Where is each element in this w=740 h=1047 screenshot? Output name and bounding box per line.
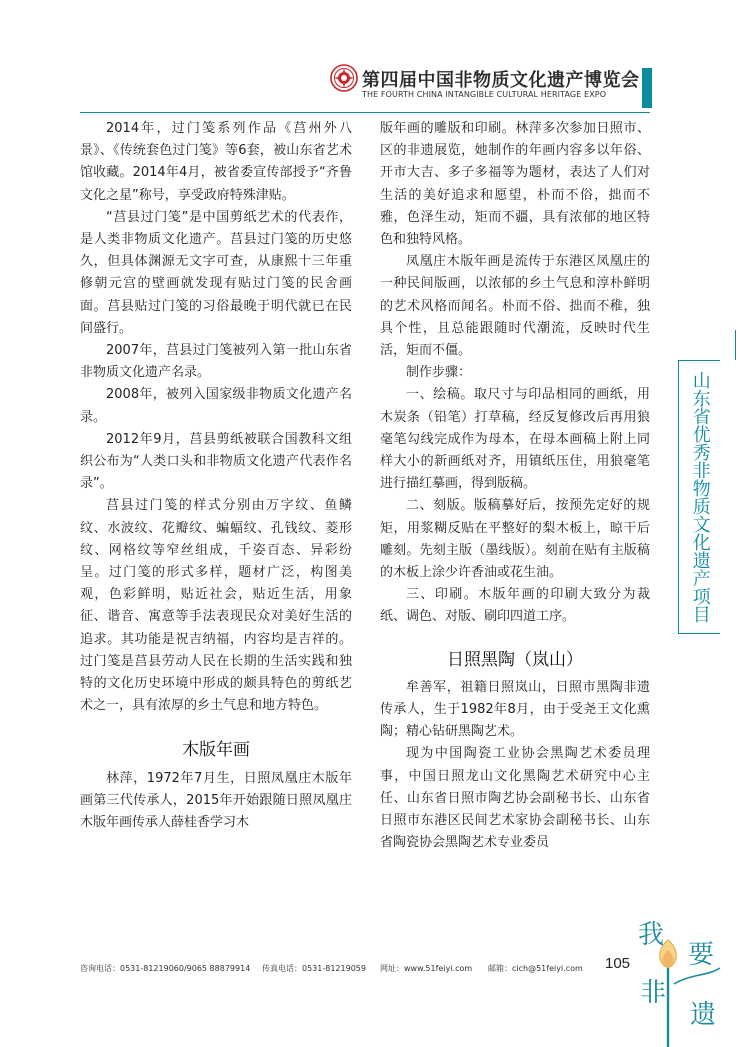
header-accent-bar	[642, 68, 652, 108]
expo-title: 第四届中国非物质文化遗产博览会	[362, 70, 640, 91]
paragraph: 林萍，1972年7月生，日照凤凰庄木版年画第三代传承人，2015年开始跟随日照凤凰庄木版年画传承人薛桂香学习木	[80, 770, 352, 831]
paragraph: 莒县过门笺的样式分别由万字纹、鱼鳞纹、水波纹、花瓣纹、蝙蝠纹、孔钱纹、菱形纹、网格纹等窄丝组成，千姿百态、异彩纷呈。过门笺的形式多样，题材广泛，构图美观，色彩鲜明，贴近社会，贴近生活，用象征、谐音、寓意等手法表现民众对美好生活的追求。其功能是祝吉纳福，内容均是吉祥的。过门笺是莒县劳动人民在长期的生活实践和独特的文化历史环境中形成的颇具特色的剪纸艺术之一，具有浓厚的乡土气息和地方特色。	[80, 498, 352, 714]
section-heading-black-pottery: 日照黑陶（岚山）	[447, 649, 583, 670]
right-column	[380, 118, 650, 855]
paragraph: 三、印刷。木版年画的印刷大致分为裁纸、调色、对版、刷印四道工序。	[380, 587, 650, 625]
section-heading-woodblock: 木版年画	[182, 740, 250, 761]
footer-fax: 传真电话：0531-81219059	[262, 964, 366, 973]
calligraphy-char: 要	[688, 940, 715, 970]
paragraph: 现为中国陶瓷工业协会黑陶艺术委员理事，中国日照龙山文化黑陶艺术研究中心主任、山东省日照市陶艺协会副秘书长、山东省日照市东港区民间艺术家协会副秘书长、山东省陶瓷协会黑陶艺术专业委员	[380, 746, 650, 851]
footer-website: 网址：www.51feiyi.com	[380, 964, 473, 973]
footer-email: 邮箱：cich@51feiyi.com	[488, 964, 583, 973]
header-rule	[80, 112, 650, 113]
paragraph: 2014年，过门笺系列作品《莒州外八景》、《传统套色过门笺》等6套，被山东省艺术馆收藏。2014年4月，被省委宣传部授予“齐鲁文化之星”称号，享受政府特殊津贴。	[80, 121, 352, 203]
paragraph: 2012年9月，莒县剪纸被联合国教科文组织公布为“人类口头和非物质文化遗产代表作名录”。	[80, 431, 352, 492]
page-header	[330, 60, 730, 110]
paragraph: 版年画的雕版和印刷。林萍多次参加日照市、区的非遗展览，她制作的年画内容多以年俗、开市大吉、多子多福等为题材，表达了人们对生活的美好追求和愿望，朴而不俗，拙而不雅，色泽生动，矩而不疆，具有浓郁的地区特色和独特风格。	[380, 121, 650, 248]
paragraph: 凤凰庄木版年画是流传于东港区凤凰庄的一种民间版画，以浓郁的乡土气息和淳朴鲜明的艺术风格而闻名。朴而不俗、拙而不稚，独具个性，且总能跟随时代潮流，反映时代生活，矩而不僵。	[380, 254, 650, 359]
paragraph: 制作步骤：	[406, 365, 472, 381]
left-column	[80, 118, 352, 834]
calligraphy-char: 遗	[690, 1000, 717, 1030]
side-category-label: 山东省优秀非物质文化遗产项目	[678, 360, 720, 634]
paragraph: 2008年，被列入国家级非物质文化遗产名录。	[80, 387, 352, 425]
calligraphy-char: 我	[638, 920, 665, 950]
side-accent-line	[735, 330, 736, 360]
paragraph: “莒县过门笺”是中国剪纸艺术的代表作，是人类非物质文化遗产。莒县过门笺的历史悠久，但具体渊源无文字可查，从康熙十三年重修朝元宫的壁画就发现有贴过门笺的民舍画面。莒县贴过门笺的习俗最晚于明代就已在民间盛行。	[80, 209, 352, 336]
paragraph: 2007年，莒县过门笺被列入第一批山东省非物质文化遗产名录。	[80, 343, 352, 381]
paragraph: 牟善军，祖籍日照岚山，日照市黑陶非遗传承人，生于1982年8月，由于受尧王文化熏陶；精心钻研黑陶艺术。	[380, 679, 650, 740]
paragraph: 二、刻版。版稿摹好后，按预先定好的规矩，用浆糊反贴在平整好的梨木板上，晾干后雕刻。先刻主版（墨线版）。刻前在贴有主版稿的木板上涂少许香油或花生油。	[380, 498, 650, 581]
footer-consult-phone: 咨询电话：0531-81219060/9065 88879914	[80, 964, 251, 973]
paragraph: 一、绘稿。取尺寸与印品相同的画纸，用木炭条（铅笔）打草稿，经反复修改后再用狼毫笔勾线完成作为母本，在母本画稿上附上同样大小的新画纸对齐，用镇纸压住，用狼毫笔进行描红摹画，得到版稿。	[380, 387, 650, 492]
expo-title-english: THE FOURTH CHINA INTANGIBLE CULTURAL HERITAGE EXPO	[362, 90, 607, 99]
expo-logo-icon	[330, 64, 358, 92]
calligraphy-logo	[630, 910, 740, 1047]
calligraphy-char: 非	[640, 978, 667, 1008]
page-number: 105	[605, 955, 631, 972]
